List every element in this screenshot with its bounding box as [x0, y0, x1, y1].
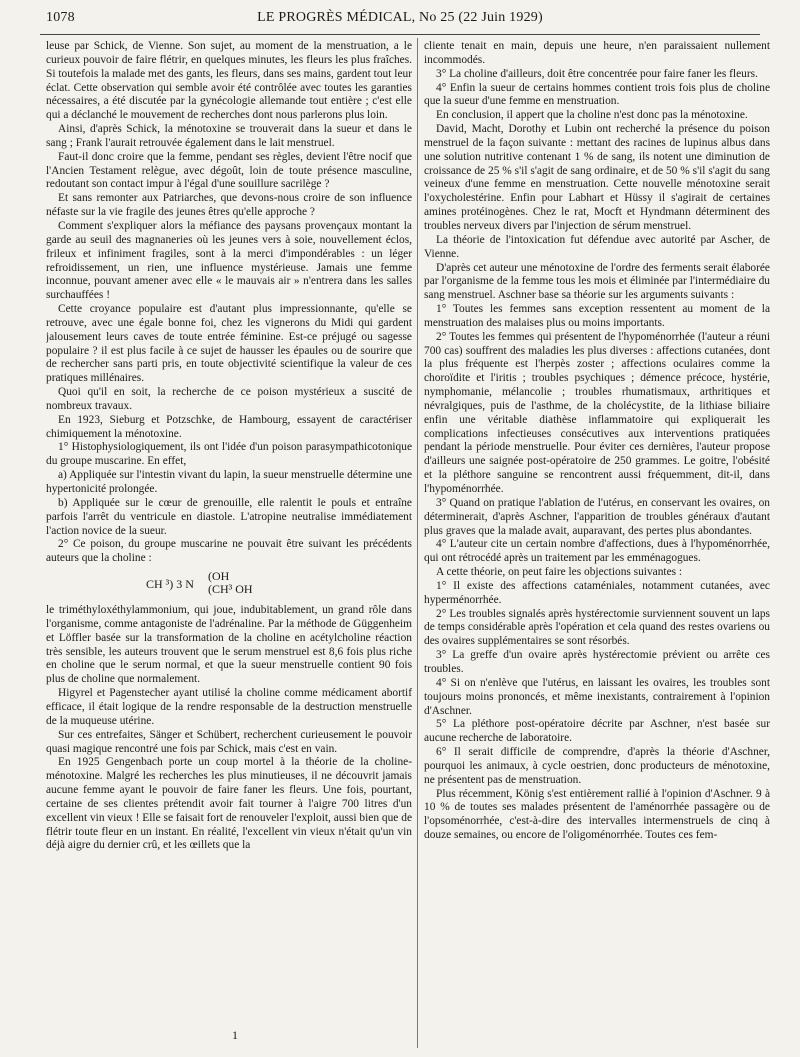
right-column	[424, 40, 770, 1045]
paragraph: Quoi qu'il en soit, la recherche de ce poison mystérieux a suscité de nombreux travaux.	[46, 386, 412, 412]
paragraph: 1° Histophysiologiquement, ils ont l'idée d'un poison parasympathicotonique du groupe muscarine. En effet,	[46, 441, 412, 468]
paragraph: leuse par Schick, de Vienne. Son sujet, au moment de la menstruation, a le curieux pouvoir de faire flétrir, en quelques minutes, les fleurs les plus fraîches. Si toutefois la malade met des gants, les fleurs, dans ses mains, gardent tout leur éclat. Cette observation qui semble avoir été contrôlée avec toutes les garanties nécessaires, a été discutée par la gynécologie allemande tout entière ; c'est elle qui a déclanché le mouvement de recherches dont nous parlerons plus loin.	[46, 40, 412, 122]
page-header	[46, 10, 754, 32]
paragraph: 2° Les troubles signalés après hystérectomie surviennent souvent un laps de temps considérable après l'opération et cela quand des restes ovariens ou des ovaires supplémentaires se sont résorbés.	[424, 607, 770, 648]
paragraph: 2° Toutes les femmes qui présentent de l'hypoménorrhée (l'auteur a réuni 700 cas) souffrent des maladies les plus diverses : affections cutanées, dont la plus fréquente est l'herpès zoster ; affections oculaires comme la choroïdite et l'iritis ; troubles psychiques ; démence précoce, hystérie, nymphomanie, mélancolie ; troubles rhumatismaux, arthritiques et névralgiques, puis de l'asthme, de la cholécystite, de la lithiase biliaire enfin une véritable diathèse inflammatoire qui expliquerait les complications infectieuses consécutives aux interventions pratiquées pendant la période menstruelle. Pour éviter ces dernières, l'auteur propose d'ailleurs une saignée post-opératoire de 250 grammes. Le goitre, l'obésité et la pléthore sanguine se rencontrent aussi fréquemment, dit-il, dans l'hypoménorrhée.	[424, 330, 770, 495]
paragraph: 5° La pléthore post-opératoire décrite par Aschner, n'est basée sur aucune recherche de laboratoire.	[424, 718, 770, 745]
column-divider	[417, 38, 418, 1048]
paragraph: Faut-il donc croire que la femme, pendant ses règles, devient l'être nocif que l'Ancien Testament relègue, avec dégoût, loin de toute présence masculine, redoutant son contact impur à l'égal d'une souillure sacrilège ?	[46, 150, 412, 191]
left-column	[46, 40, 412, 1045]
paragraph: 4° Si on n'enlève que l'utérus, en laissant les ovaires, les troubles sont toujours moins prononcés, et même inexistants, contrairement à l'opinion d'Aschner.	[424, 676, 770, 717]
paragraph: D'après cet auteur une ménotoxine de l'ordre des ferments serait élaborée par l'organisme de la femme tous les mois et éliminée par l'intermédiaire du sang menstruel. Aschner base sa théorie sur les arguments suivants :	[424, 261, 770, 302]
paragraph: 1° Il existe des affections cataméniales, notamment cutanées, avec hyperménorrhée.	[424, 579, 770, 606]
formula-right-top: (OH	[208, 569, 230, 584]
paragraph: Higyrel et Pagenstecher ayant utilisé la choline comme médicament abortif efficace, il était logique de la rendre responsable de la destruction menstruelle de la muqueuse utérine.	[46, 687, 412, 727]
paragraph: 1° Toutes les femmes sans exception ressentent au moment de la menstruation des malaises plus ou moins importants.	[424, 303, 770, 329]
paragraph: Sur ces entrefaites, Sänger et Schübert, recherchent curieusement le pouvoir quasi magique rencontré une fois par Schick, mais c'est en vain.	[46, 728, 412, 755]
paragraph: La théorie de l'intoxication fut défendue avec autorité par Ascher, de Vienne.	[424, 233, 770, 260]
paragraph: le triméthyloxéthylammonium, qui joue, indubitablement, un grand rôle dans l'organisme, comme antagoniste de l'adrénaline. Par la méthode de Güggenheim et Löffler basée sur la transformation de la choline en acétylcholine réaction très sensible, les auteurs trouvent que le serum menstruel est 8,6 fois plus riche en choline que le serum normal, et que la sueur menstruelle contient 90 fois plus de choline que normalement.	[46, 604, 412, 686]
paragraph: cliente tenait en main, depuis une heure, n'en paraissaient nullement incommodés.	[424, 40, 770, 66]
paragraph: a) Appliquée sur l'intestin vivant du lapin, la sueur menstruelle détermine une hypertonicité prolongée.	[46, 469, 412, 495]
paragraph: 6° Il serait difficile de comprendre, d'après la théorie d'Aschner, pourquoi les animaux, à cycle oestrien, donc producteurs de ménotoxine, ne présentent pas de menstruation.	[424, 746, 770, 786]
paragraph: 2° Ce poison, du groupe muscarine ne pouvait être suivant les précédents auteurs que la choline :	[46, 538, 412, 565]
paragraph: 3° La greffe d'un ovaire après hystérectomie prévient ou arrête ces troubles.	[424, 649, 770, 675]
paragraph: 4° Enfin la sueur de certains hommes contient trois fois plus de choline que la sueur d'une femme en menstruation.	[424, 81, 770, 108]
paragraph: A cette théorie, on peut faire les objections suivantes :	[436, 566, 683, 579]
paragraph: 3° Quand on pratique l'ablation de l'utérus, en conservant les ovaires, on déterminerait, d'après Aschner, l'apparition de troubles généraux d'autant plus graves que la malade avait, auparavant, des pertes plus abondantes.	[424, 496, 770, 537]
chemical-formula	[46, 570, 412, 598]
formula-left: CH ³) 3 N	[146, 577, 194, 592]
paragraph: En 1925 Gengenbach porte un coup mortel à la théorie de la choline-ménotoxine. Malgré les recherches les plus minutieuses, il ne découvrit jamais aucune femme ayant le pouvoir de faire faner les fleurs. Une fois, pourtant, certaine de ses clientes prétendit avoir fait tourner à l'aigre 700 litres d'un excellent vin vieux ! Elle se faisait fort de renouveler l'exploit, aussi bien que de flétrir toute fleur en un instant. En réalité, l'excellent vin vieux n'était qu'un vin déjà aigre du dernier crû, et les œillets que la	[46, 756, 412, 852]
paragraph: Plus récemment, König s'est entièrement rallié à l'opinion d'Aschner. 9 à 10 % de toutes ses malades présentent de l'aménorrhée passagère ou de l'opsoménorrhée, c'est-à-dire des intervalles intermenstruels de cinq à douze semaines, ou encore de l'oligoménorrhée. Toutes ces fem-	[424, 787, 770, 842]
paragraph: Et sans remonter aux Patriarches, que devons-nous croire de son influence néfaste sur la vie fragile des jeunes êtres qu'elle approche ?	[46, 192, 412, 219]
paragraph: David, Macht, Dorothy et Lubin ont recherché la présence du poison menstruel de la façon suivante : mettant des racines de lupinus albus dans une solution nutritive contenant 1 % de sang, ils notent une diminution de croissance de 25 % s'il s'agit de sang ordinaire, et de 50 % s'il s'agit du sang veineux d'une femme en menstruation. Cette nouvelle ménotoxine serait l'oxycholestérine. Enfin pour Labhart et Hüssy il s'agirait de certaines amines protéinogènes. Chez le rat, Mocft et Hyndmann déterminent des troubles nerveux divers par l'injection de sérum menstruel.	[424, 123, 770, 232]
paragraph: Cette croyance populaire est d'autant plus impressionnante, qu'elle se retrouve, avec une égale bonne foi, chez les vignerons du Midi qui gardent jalousement leurs caves de toute entrée féminine. Est-ce préjugé ou sagesse populaire ? il est plus facile à ce sujet de hausser les épaules ou de sourire que de rechercher sans parti pris, en toute objectivité scientifique la valeur de ces pratiques millénaires.	[46, 303, 412, 385]
paragraph: 3° La choline d'ailleurs, doit être concentrée pour faire faner les fleurs.	[436, 67, 758, 80]
journal-title: LE PROGRÈS MÉDICAL, No 25 (22 Juin 1929)	[257, 10, 543, 25]
paragraph: Comment s'expliquer alors la méfiance des paysans provençaux montant la garde au seuil des magnaneries où les jeunes vers à soie, nouvellement éclos, frileux et infiniment fragiles, sont à la merci d'impondérables : un léger refroidissement, un rien, une influence mystérieuse. Jamais une femme inconnue, pouvant amener avec elle « le mauvais air » n'entrera dans les salles surchauffées !	[46, 219, 412, 302]
paragraph: Ainsi, d'après Schick, la ménotoxine se trouverait dans la sueur et dans le sang ; Frank l'aurait retrouvée également dans le lait menstruel.	[46, 123, 412, 149]
paragraph: 4° L'auteur cite un certain nombre d'affections, dues à l'hypoménorrhée, qui ont rétrocédé après un traitement par les emménagogues.	[424, 538, 770, 565]
footer-mark: 1	[232, 1028, 238, 1042]
page-number: 1078	[46, 10, 75, 25]
formula-right-bottom: (CH³ OH	[208, 582, 253, 597]
header-rule	[40, 34, 760, 35]
paragraph: b) Appliquée sur le cœur de grenouille, elle ralentit le pouls et entraîne parfois l'arrêt du ventricule en diastole. L'atropine neutralise immédiatement l'action novice de la sueur.	[46, 496, 412, 537]
paragraph: En 1923, Sieburg et Potzschke, de Hambourg, essayent de caractériser chimiquement la ménotoxine.	[46, 413, 412, 440]
paragraph: En conclusion, il appert que la choline n'est donc pas la ménotoxine.	[436, 109, 748, 122]
